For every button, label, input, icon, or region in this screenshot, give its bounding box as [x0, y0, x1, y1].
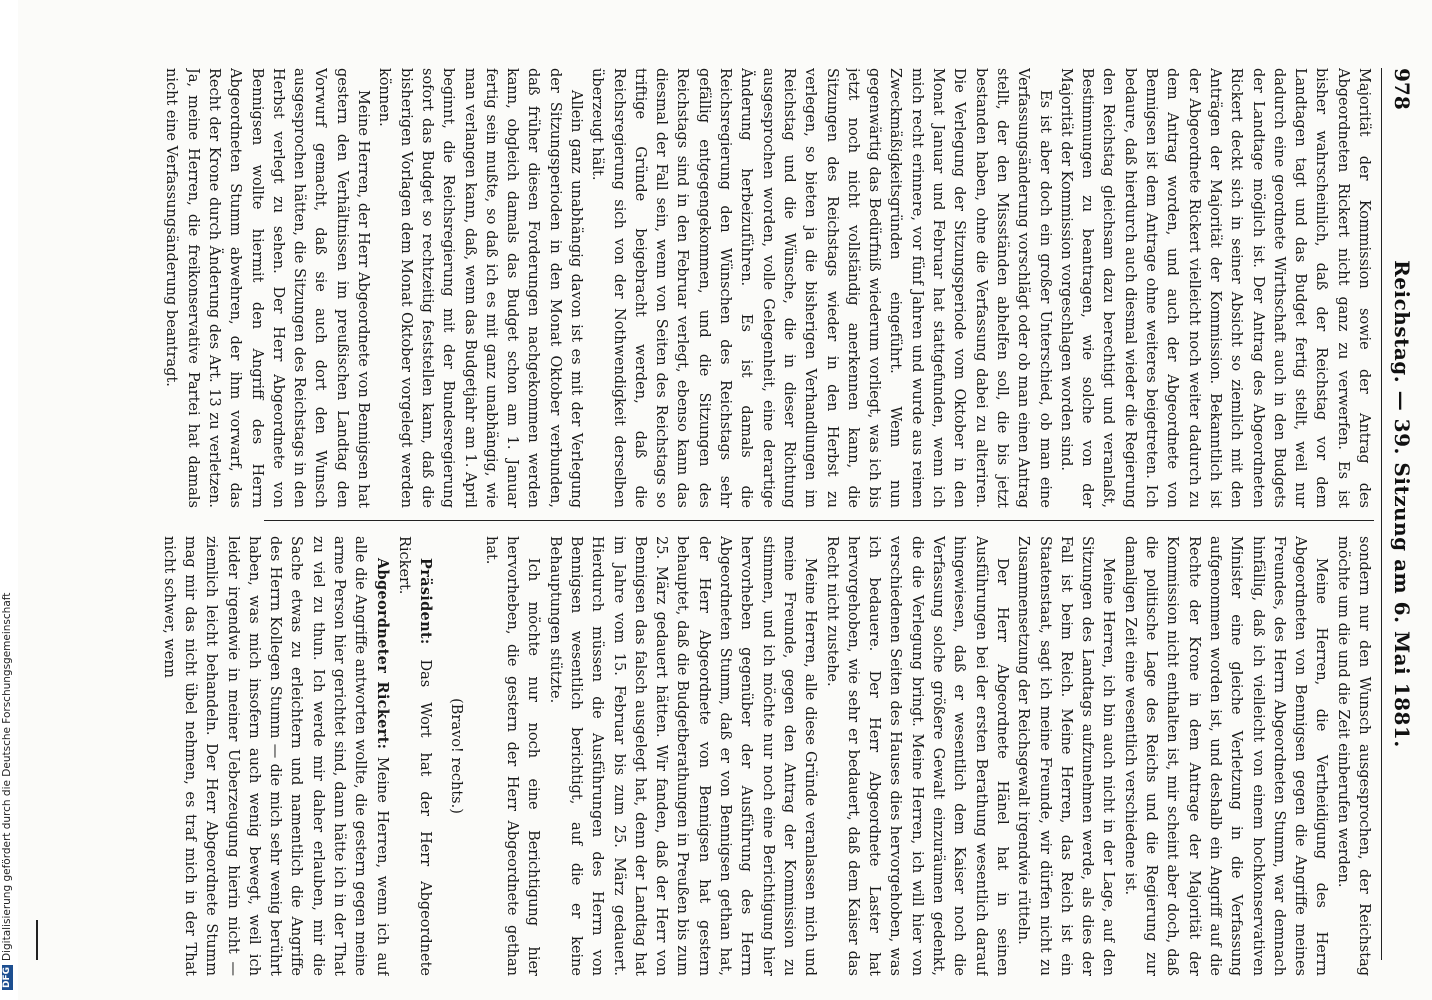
applause-note: (Bravo! rechts.): [447, 698, 464, 814]
running-title: Reichstag. — 39. Sitzung am 6. Mai 1881.: [1390, 260, 1414, 748]
paragraph: Meine Herren, alle diese Gründe veranlassen mich und meine Freunde, gegen den Antrag der Kommission zu stimmen, und ich möchte nur noch eine Berichtigung hier hervorheben gegenüber der Ausführung des Herrn Abgeordneten Stumm, daß er von Bennigsen gethan hat, der Herr Abgeordnete von Bennigsen hat gestern behauptet, daß die Budgetberathungen in Preußen bis zum 25. März gedauert hätten. Wir fanden, daß der Herr von Bennigsen das falsch ausgelegt hat, denn der Landtag hat im Jahre vom 15. Februar bis zum 25. März gedauert. Hierdurch müssen die Ausführungen des Herrn von Bennigsen wesentlich berichtigt, auf die er keine Behauptungen stützte.: [546, 536, 819, 976]
paragraph: Allein ganz unabhängig davon ist es mit der Verlegung der Sitzungsperioden in den Monat Oktober verbunden, daß früher diesen Forderungen nachgekommen werden kann, obgleich damals das Budget schon am 1. Januar fertig sein mußte, so daß ich es mit ganz unabhängig, wie man verlangen kann, daß, wenn das Budgetjahr am 1. April beginnt, die Reichsregierung mit der Bundesregierung sofort das Budget so rechtzeitig feststellen kann, daß die bisherigen Vorlagen dem Monat Oktober vorgelegt werden können.: [376, 68, 585, 508]
president-paragraph: [393, 536, 437, 976]
paragraph: Ich möchte nur noch eine Berichtigung hier hervorheben, die gestern der Herr Abgeordnete gethan hat.: [482, 536, 542, 976]
bottom-rule: [36, 920, 38, 960]
right-column: [74, 536, 1374, 976]
page-number: 978: [1390, 68, 1414, 110]
paragraph: sondern nur den Wunsch ausgesprochen, der Reichstag möchte um die und die Zeit einberufen werden.: [1334, 536, 1372, 976]
paragraph: Majorität der Kommission sowie der Antrag des Abgeordneten Rickert nicht ganz zu verwerfen. Es ist bisher wahrscheinlich, daß der Reichstag vor dem Landtagen tagt und das Budget fertig stellt, weil nur dadurch eine geordnete Wirthschaft auch in den Budgets der Landtage möglich ist. Der Antrag des Abgeordneten Rickert deckt sich in seiner Absicht so ziemlich mit den Anträgen der Majorität der Kommission. Bekanntlich ist der Abgeordnete Rickert vielleicht noch weiter dadurch zu dem Antrag worden, und auch der Abgeordnete von Bennigsen ist dem Antrage ohne weiteres beigetreten. Ich bedaure, daß hierdurch auch diesmal wieder die Regierung den Reichstag gleichsam dazu berechtigt und veranlaßt, Bestimmungen zu beantragen, wie solche von der Majorität der Kommission vorgeschlagen worden sind.: [1057, 68, 1372, 508]
header-rule: [1381, 68, 1382, 960]
funding-credit: [0, 570, 14, 990]
paragraph: Meine Herren, ich bin auch nicht in der Lage, auf den Sitzungen des Landtags aufzunehmen werde, als dies der Fall ist beim Reich. Meine Herren, das Reich ist ein Staatenstaat, sagt ich meine Freunde, wir dürfen nicht zu Zusammensetzung der Reichsgewalt irgendwie rütteln.: [1015, 536, 1117, 976]
speaker-name: Präsident:: [417, 558, 435, 645]
paragraph: Der Herr Abgeordnete Hänel hat in seinen Ausführungen bei der ersten Berathung wesentlich darauf hingewiesen, daß er wesentlich dem Kaiser noch die Verfassung solche größere Gewalt einzuräumen gedenkt, die die Verlegung bringt. Meine Herren, ich will hier von verschiedenen Seiten des Hauses dies hervorgehoben, was ich bedauere. Der Herr Abgeordnete Laster hat hervorgehoben, wie sehr er bedauert, daß dem Kaiser das Recht nicht zustehe.: [823, 536, 1010, 976]
speech-text: Meine Herren, wenn ich auf alle die Angriffe antworten wollte, die gestern gegen meine arme Person hier gerichtet sind, dann hätte ich in der That zu viel zu thun. Ich werde mir daher erlauben, mir die Sache etwas zu erleichtern und namentlich die Angriffe des Herrn Kollegen Stumm — die mich sehr wenig berührt haben, was mich insofern auch wenig bewegt, weil ich leider irgendwie in meiner Ueberzeugung hierin nicht — ziemlich leicht behandeln. Der Herr Abgeordnete Stumm mag mir das nicht übel nehmen, es traf mich in der That nicht schwer, wenn: [160, 536, 390, 976]
paragraph: Es ist aber doch ein großer Unterschied, ob man eine Verfassungsänderung vorschlägt oder ob man einen Antrag stellt, der den Missständen abhelfen soll, die bis jetzt bestanden haben, ohne die Verfassung dabei zu alteriren. Die Verlegung der Sitzungsperiode vom Oktober in den Monat Januar und Februar hat stattgefunden, wenn ich mich recht erinnere, vor fünf Jahren und wurde aus reinen Zweckmäßigkeitsgründen eingeführt. Wenn nun gegenwärtig das Bedürfniß wiederum vorliegt, was ich bis jetzt noch nicht vollständig anerkennen kann, die Sitzungen des Reichstags wieder in den Herbst zu verlegen, so bieten ja die bisherigen Verhandlungen im Reichstag und die Wünsche, die in dieser Richtung ausgesprochen worden, volle Gelegenheit, eine derartige Änderung herbeizuführen. Es ist damals die Reichsregierung den Wünschen des Reichstags sehr gefällig entgegengekommen, und die Sitzungen des Reichstags sind in den Februar verlegt, ebenso kann das diesmal der Fall sein, wenn von Seiten des Reichstags so triftige Gründe beigebracht werden, daß die Reichsregierung sich von der Nothwendigkeit derselben überzeugt hält.: [589, 68, 1053, 508]
dfg-logo-icon: DFG: [1, 966, 12, 988]
paragraph: Meine Herren, die Vertheidigung des Herrn Abgeordneten von Bennigsen gegen die Angriffe meines Freundes, des Herrn Abgeordneten Stumm, war demnach hinfällig, daß ich vielleicht von einem hochkonservativen Minister eine gleiche Verletzung in die Verfassung aufgenommen worden ist, und deshalb ein Angriff auf die Rechte der Krone in dem Antrage der Majorität der Kommission nicht enthalten ist, mir scheint aber doch, daß die politische Lage des Reichs und die Regierung zur damaligen Zeit eine wesentlich verschiedene ist.: [1121, 536, 1330, 976]
paragraph: Meine Herren, der Herr Abgeordnete von Bennigsen hat gestern den Verhältnissen im preußischen Landtag den Vorwurf gemacht, daß sie auch dort den Wunsch ausgesprochen hätten, die Sitzungen des Reichstags in den Herbst verlegt zu sehen. Der Herr Abgeordnete von Bennigsen wollte hiermit den Angriff des Herrn Abgeordneten Stumm abwehren, der ihm vorwarf, das Recht der Krone durch Änderung des Art. 13 zu verletzen. Ja, meine Herren, die freikonservative Partei hat damals nicht eine Verfassungsänderung beantragt.: [163, 68, 372, 508]
column-divider: [264, 520, 1374, 521]
speaker-name: Abgeordneter Rickert:: [373, 558, 391, 750]
speech-text: Das Wort hat der Herr Abgeordnete Rickert.: [395, 536, 434, 976]
rickert-paragraph: [157, 536, 392, 976]
credit-text: Digitalisierung gefördert durch die Deutsche Forschungsgemeinschaft: [1, 592, 13, 961]
page-header: [1386, 68, 1418, 940]
left-column: [74, 68, 1374, 508]
credit-strip: [0, 0, 18, 1000]
